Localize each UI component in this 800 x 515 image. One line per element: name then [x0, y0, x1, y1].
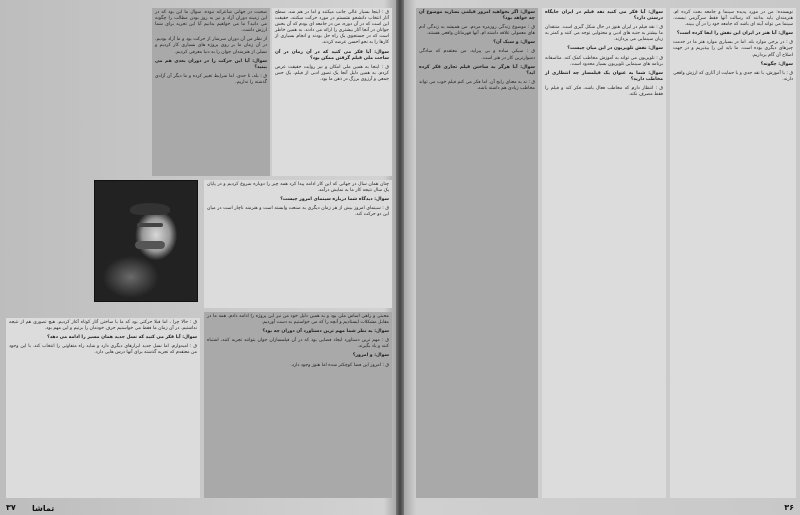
left-col-top-left	[152, 8, 270, 176]
question: سوال: اگر بخواهید امروز فیلمی بسازید موضوع آن چه خواهد بود؟	[419, 10, 535, 22]
paragraph: ق : حالا چرا ، اما قبلا حرکتی بود که ما با ساختن آثار کوتاه آغاز کردیم. هیچ تصوری هم از نتیجه نداشتیم. در آن زمان ما فقط می خواستیم حرف خودمان را بزنیم و این مهم بود.	[9, 320, 197, 332]
magazine-logo: تماشا	[32, 504, 55, 513]
question: سوال: شما به عنوان یک فیلمساز چه انتظاری از مخاطب دارید؟	[545, 70, 663, 82]
paragraph: ق : نه به معنای رایج آن. اما فکر می کنم فیلم خوب می تواند مخاطب زیادی هم داشته باشد.	[419, 79, 535, 91]
question: سوال: آیا هرگز به ساختن فیلم تجاری فکر کرده اید؟	[419, 64, 535, 76]
paragraph: ق : امروز این فضا کوچکتر شده اما هنوز وجود دارد.	[290, 362, 389, 368]
question: سوال: و امروز؟	[352, 353, 389, 359]
right-col-right	[670, 8, 796, 498]
paragraph: ق : اینجا بسیار عالی جانب میکنند و اما در هم شد. سطح آثار انتخاب دانشجو نشستم در مورد حرکت میکنند، حقیقت این است که در آن دوره، من در جامعه ای بودم که آن بخش جوانان در آنجا آثار بیشتری را ارائه می دادند. به همین خاطر است که در جستجوی یک راه حل بودند و انجام بسیاری از کارها را به نحو احسن عرضه کردند.	[275, 10, 389, 46]
question: سوال: چگونه؟	[760, 61, 793, 67]
paragraph: ق : با آموزش، با نقد جدی و با حمایت از آثاری که ارزش واقعی دارند.	[673, 70, 793, 82]
question: سوال: آیا هنر در ایران این نقش را ایفا کرده است؟	[676, 31, 793, 37]
paragraph: چنان همان سال در جهانی که این کار ادامه پیدا کرد همه چیز را دوباره شروع کردیم و در پایان یک سال نتیجه کار ما به نمایش درآمد.	[207, 182, 389, 194]
paragraph: ق : امیدوارم. اما نسل جدید ابزارهای دیگری دارد و شاید راه متفاوتی را انتخاب کند. با این وجود من معتقدم که تجربه گذشته برای آنها درس هایی دارد.	[9, 344, 197, 356]
page-number-right: ۳۶	[784, 503, 794, 512]
question: سوال: نقش تلویزیون در این میان چیست؟	[567, 46, 663, 52]
paragraph: ق : بله، تا حدی. اما شرایط تغییر کرده و ما دیگر آن آزادی گذشته را نداریم.	[155, 73, 267, 85]
paragraph: ق : در برخی موارد بله. اما در بسیاری موارد هنر ما در خدمت چیزهای دیگری بوده است. ما باید این را بپذیریم و در جهت اصلاح آن گام برداریم.	[673, 40, 793, 58]
paragraph: از نظر من آن دوران سرشار از حرکت بود و ما آزاد بودیم. در آن زمان ما بر روی پروژه های بسیاری کار کردیم و نسلی از هنرمندان جوان را به دنیا معرفی کردیم.	[155, 37, 267, 55]
left-page	[0, 0, 398, 515]
paragraph: ق : مهم ترین دستاورد ایجاد فضایی بود که در آن فیلمسازان جوان بتوانند تجربه کنند، اشتباه کنند و یاد بگیرند.	[207, 338, 389, 350]
left-col-mid	[204, 180, 392, 308]
question: سوال: آیا فکر می کنید نقد فیلم در ایران جایگاه درستی دارد؟	[545, 10, 663, 22]
left-col-bottom-right	[6, 318, 200, 498]
paragraph: ق : سبکی ساده و بی پیرایه. من معتقدم که سادگی دشوارترین کار در هنر است.	[419, 49, 535, 61]
left-col-top-right	[272, 8, 392, 176]
question: سوال: به نظر شما مهم ترین دستاورد آن دوران چه بود؟	[262, 329, 389, 335]
portrait-photo	[94, 180, 198, 302]
paragraph: نویسنده: من در مورد پدیده سینما و جامعه بحث کرده ام. هنرمندان باید بدانند که رسالت آنها فقط سرگرمی نیست. سینما می تواند آینه ای باشد که جامعه خود را در آن ببیند.	[673, 10, 793, 28]
question: سوال: دیدگاه شما درباره سینمای امروز چیست؟	[280, 197, 389, 203]
paragraph: ق : نقد فیلم در ایران هنوز در حال شکل گیری است. منتقدان ما بیشتر به جنبه های ادبی و محتوایی توجه می کنند و کمتر به زبان سینمایی می پردازند.	[545, 25, 663, 43]
right-page	[402, 0, 800, 515]
paragraph: ق : سینمای امروز بیش از هر زمان دیگری به صنعت وابسته است و هنرمند ناچار است در میان این دو حرکت کند.	[207, 206, 389, 218]
question: سوال: و سبک آن؟	[493, 40, 535, 46]
paragraph: ق : تلویزیون می تواند به آموزش مخاطب کمک کند. متاسفانه برنامه های سینمایی تلویزیون بسیار محدود است.	[545, 55, 663, 67]
paragraph: ق : اینجا به همین ملی امکان و نیز روایت حقیقت عرض کردم. به همین دلیل آنجا یک تصور ادبی از فیلم، یک حس جمعی و آرزوی بزرگ در ذهن ما بود.	[275, 64, 389, 82]
question: سوال: آیا فکر می کنید که نسل جدید همان مسیر را ادامه می دهد؟	[47, 335, 197, 341]
right-col-left	[416, 8, 538, 498]
question: سوال: آیا فکر می کنید که در آن زمان در آن ساحت ملی فیلم گرفتن ممکن بود؟	[275, 49, 389, 61]
paragraph: محبتی و راهی اساس ملی بود و به همین دلیل خود من نیز این پروژه را ادامه دادم. همه ما در مقابل مشکلات ایستادیم و آنچه را که می خواستیم به دست آوردیم.	[207, 314, 389, 326]
left-col-bottom-left	[204, 312, 392, 498]
paragraph: صحبت در جهانی شاعرانه نبوده. سوال ما این بود که در این زمینه دوران آزاد و نیز به روز بودن مطالب را چگونه می دانید؟ ما می خواهیم بدانیم آیا این تجربه برای شما ارزش داشت.	[155, 10, 267, 34]
paragraph: ق : موضوع زندگی روزمره مردم. من همیشه به زندگی آدم های معمولی علاقه داشته ام. آنها قهرمانان واقعی هستند.	[419, 25, 535, 37]
question: سوال: آیا این حرکت را در دوران بعدی هم می بینید؟	[155, 58, 267, 70]
page-number-left: ۳۷	[6, 503, 16, 512]
paragraph: ق : انتظار دارم که مخاطب فعال باشد، فکر کند و فیلم را فقط مصرف نکند.	[545, 85, 663, 98]
right-col-mid	[542, 8, 666, 498]
